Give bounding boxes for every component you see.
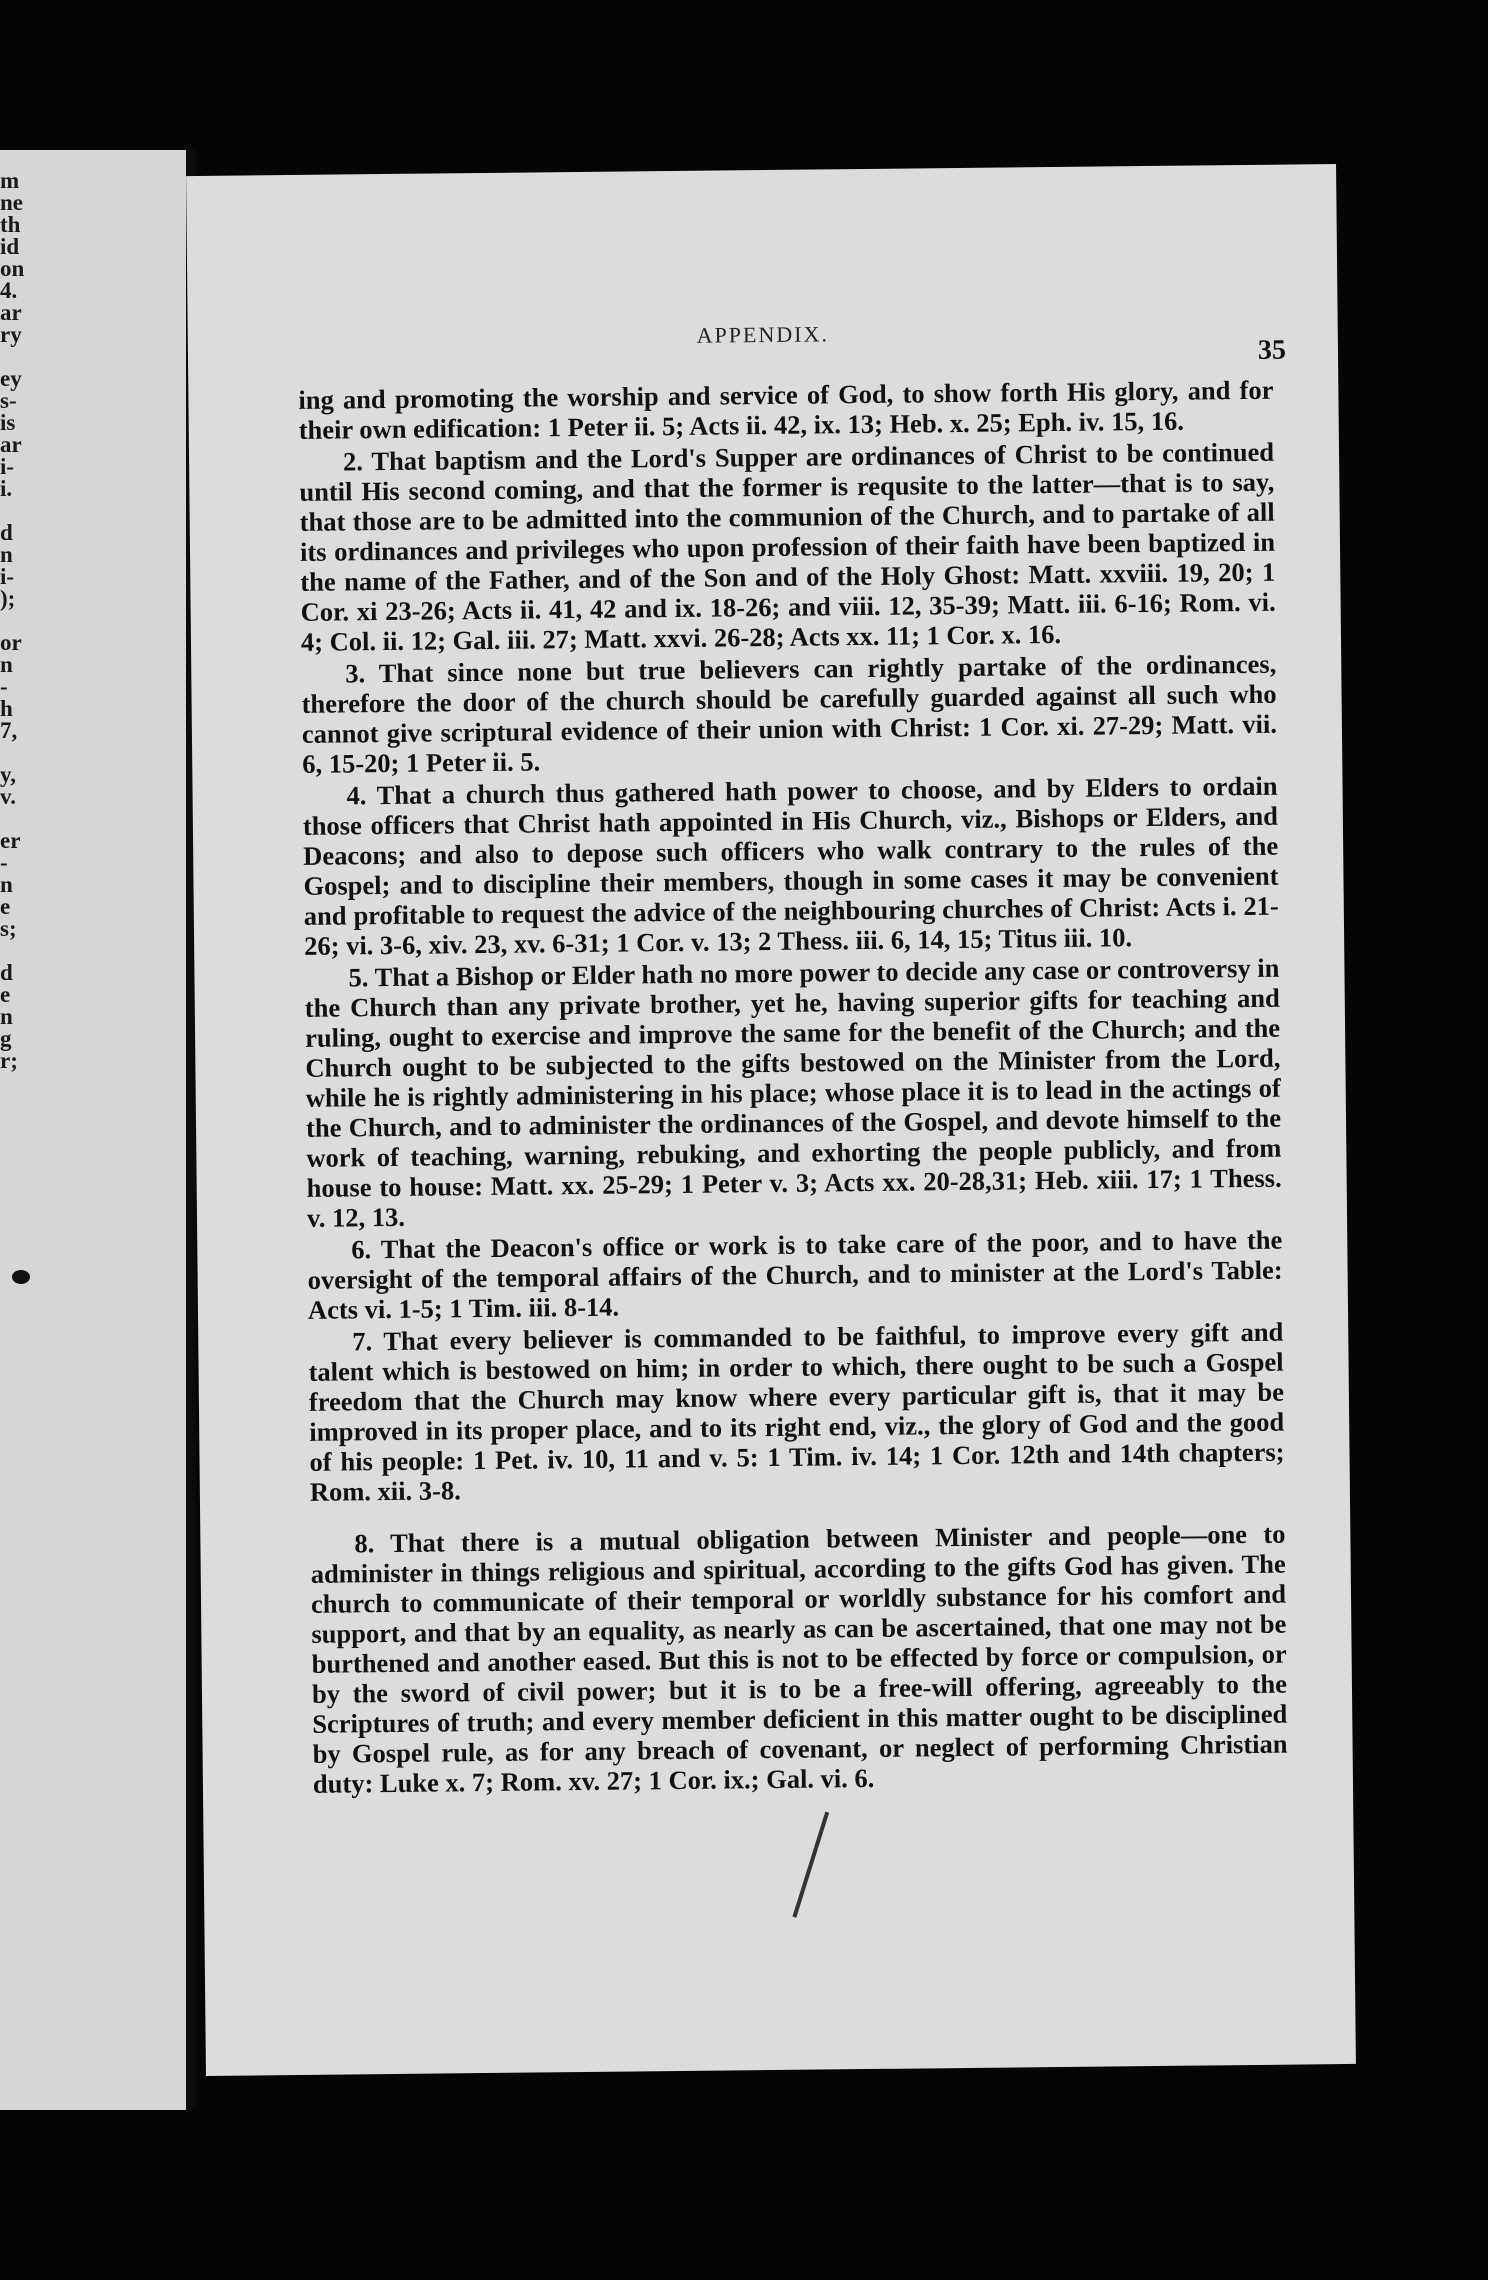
facing-page-fragment	[0, 346, 40, 368]
facing-page-fragment	[0, 610, 40, 632]
facing-page-fragment	[0, 940, 40, 962]
facing-page-fragment: th	[0, 212, 21, 237]
facing-page-fragment: n	[0, 1004, 13, 1029]
facing-page-fragment: i-	[0, 564, 15, 589]
facing-page-fragment: ar	[0, 432, 22, 457]
facing-page-fragment: n	[0, 652, 13, 677]
facing-page-fragment: -	[0, 850, 8, 875]
facing-page-fragment: h	[0, 696, 13, 721]
paragraph-article-5: 5. That a Bishop or Elder hath no more power to decide any case or controversy in the Church than any private brother, yet he, having superior gifts for teaching and ruling, ought to exercise and improve the same for the benefit of the Church; and the Church ought to be subjected to the gifts bestowed on the Minister from the Lord, while he is rightly administering in his place; whose place it is to lead in the actings of the Church, and to administer the ordinances of the Gospel, and devote himself to the work of teaching, warning, rebuking, and exhorting the people publicly, and from house to house: Matt. xx. 25-29; 1 Peter v. 3; Acts xx. 20-28,31; Heb. xiii. 17; 1 Thess. v. 12, 13.	[304, 952, 1282, 1233]
facing-page-fragment: r;	[0, 1048, 18, 1073]
paragraph-article-3: 3. That since none but true believers can rightly partake of the ordinances, therefore the door of the church should be carefully guarded against all such who cannot give scriptural evidence of their union with Christ: 1 Cor. xi. 27-29; Matt. vii. 6, 15-20; 1 Peter ii. 5.	[301, 648, 1278, 779]
page-number: 35	[1257, 334, 1287, 366]
paragraph-continuation: ing and promoting the worship and service of God, to show forth His glory, and for their own edification: 1 Peter ii. 5; Acts ii. 42, ix. 13; Heb. x. 25; Eph. iv. 15, 16.	[298, 374, 1274, 445]
facing-page-fragment: e	[0, 982, 11, 1007]
facing-page-fragment: 4.	[0, 278, 18, 303]
facing-page-fragment: ne	[0, 190, 23, 215]
facing-page-fragment: ar	[0, 300, 22, 325]
facing-page-fragment: d	[0, 520, 13, 545]
facing-page-fragment: on	[0, 256, 25, 281]
book-page	[186, 164, 1356, 2076]
paragraph-article-6: 6. That the Deacon's office or work is to take care of the poor, and to have the oversight of the temporal affairs of the Church, and to minister at the Lord's Table: Acts vi. 1-5; 1 Tim. iii. 8-14.	[307, 1224, 1283, 1325]
facing-page-fragment: ry	[0, 322, 22, 347]
facing-page-fragment: ey	[0, 366, 22, 391]
facing-page-fragment	[0, 500, 40, 522]
facing-page-fragment: is	[0, 410, 16, 435]
page-body	[298, 375, 1288, 1801]
facing-page-fragment: y,	[0, 762, 16, 787]
facing-page-fragment: id	[0, 234, 20, 259]
facing-page-fragment: d	[0, 960, 13, 985]
paragraph-article-7: 7. That every believer is commanded to be faithful, to improve every gift and talent which is bestowed on him; in order to which, there ought to be such a Gospel freedom that the Church may know where every particular gift is, that it may be improved in its proper place, and to its right end, viz., the glory of God and the good of his people: 1 Pet. iv. 10, 11 and v. 5: 1 Tim. iv. 14; 1 Cor. 12th and 14th chapters; Rom. xii. 3-8.	[308, 1316, 1285, 1507]
facing-page-fragment: or	[0, 630, 22, 655]
facing-page-fragment	[0, 742, 40, 764]
paragraph-article-8: 8. That there is a mutual obligation between Minister and people—one to administer in things religious and spiritual, according to the gifts God has given. The church to communicate of their temporal or worldly substance for his comfort and support, and that by an equality, as nearly as can be ascertained, that one may not be burthened and another eased. But this is not to be effected by force or compulsion, or by the sword of civil power; but it is to be a free-will offering, agreeably to the Scriptures of truth; and every member deficient in this matter ought to be disciplined by Gospel rule, as for any breach of covenant, or neglect of performing Christian duty: Luke x. 7; Rom. xv. 27; 1 Cor. ix.; Gal. vi. 6.	[310, 1518, 1288, 1799]
facing-page-fragment: i.	[0, 476, 13, 501]
facing-page-text-fragments	[0, 170, 40, 1072]
paragraph-article-2: 2. That baptism and the Lord's Supper are ordinances of Christ to be continued until His second coming, and that the former is requsite to the latter—that is to say, that those are to be admitted into the communion of the Church, and to partake of all its ordinances and privileges who upon profession of their faith have been baptized in the name of the Father, and of the Son and of the Holy Ghost: Matt. xxviii. 19, 20; 1 Cor. xi 23-26; Acts ii. 41, 42 and ix. 18-26; and viii. 12, 35-39; Matt. iii. 6-16; Rom. vi. 4; Col. ii. 12; Gal. iii. 27; Matt. xxvi. 26-28; Acts xx. 11; 1 Cor. x. 16.	[299, 436, 1276, 657]
facing-page-fragment: n	[0, 542, 13, 567]
facing-page-fragment: -	[0, 674, 8, 699]
facing-page-fragment: );	[0, 586, 16, 611]
facing-page-fragment	[0, 808, 40, 830]
facing-page-fragment: n	[0, 872, 13, 897]
facing-page-fragment: i-	[0, 454, 15, 479]
facing-page-fragment: er	[0, 828, 21, 853]
facing-page-fragment: v.	[0, 784, 16, 809]
facing-page-fragment: s-	[0, 388, 17, 413]
ink-blot-mark	[12, 1270, 30, 1284]
pencil-stroke-mark	[792, 1812, 829, 1918]
facing-page-fragment: 7,	[0, 718, 18, 743]
running-head: APPENDIX.	[696, 321, 830, 348]
paragraph-article-4: 4. That a church thus gathered hath power to choose, and by Elders to ordain those officers that Christ hath appointed in His Church, viz., Bishops or Elders, and Deacons; and also to depose such officers who walk contrary to the rules of the Gospel; and to discipline their members, though in some cases it may be convenient and profitable to request the advice of the neighbouring churches of Christ: Acts i. 21-26; vi. 3-6, xiv. 23, xv. 6-31; 1 Cor. v. 13; 2 Thess. iii. 6, 14, 15; Titus iii. 10.	[302, 770, 1279, 961]
facing-page-fragment: g	[0, 1026, 12, 1051]
facing-page-fragment: s;	[0, 916, 17, 941]
facing-page-fragment: e	[0, 894, 11, 919]
facing-page-fragment: m	[0, 168, 20, 193]
